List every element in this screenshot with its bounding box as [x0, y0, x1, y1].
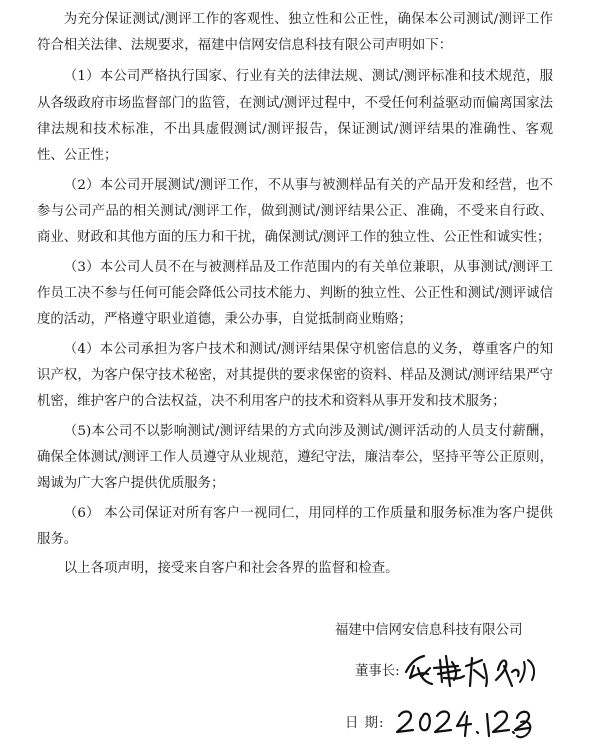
clause-6: （6） 本公司保证对所有客户一视同仁，用同样的工作质量和服务标准为客户提供服务。: [37, 505, 553, 547]
clause-2: （2）本公司开展测试/测评工作，不从事与被测样品有关的产品开发和经营，也不参与公司产品的相关测试/测评工作，做到测试/测评结果公正、准确，不受来自行政、商业、财政和其他方面的压力和干扰，确保测试/测评工作的独立性、公正性和诚实性；: [37, 177, 553, 246]
clause-4: （4）本公司承担为客户技术和测试/测评结果保守机密信息的义务，尊重客户的知识产权，为客户保守技术秘密，对其提供的要求保密的资料、样品及测试/测评结果严守机密，维护客户的合法权益，决不利用客户的技术和资料从事开发和技术服务；: [37, 341, 553, 410]
chairman-signature: [400, 648, 558, 692]
clause-3: （3）本公司人员不在与被测样品及工作范围内的有关单位兼职，从事测试/测评工作员工决不参与任何可能会降低公司技术能力、判断的独立性、公正性和测试/测评诚信度的活动，严格遵守职业道德，秉公办事，自觉抵制商业贿赂；: [37, 259, 553, 328]
handwritten-date: [393, 702, 535, 742]
clause-5: （5)本公司不以影响测试/测评结果的方式向涉及测试/测评活动的人员支付薪酬，确保全体测试/测评工作人员遵守从业规范，遵纪守法，廉洁奉公，坚持平等公正原则，竭诚为广大客户提供优质服务；: [37, 423, 553, 492]
chairman-label: 董事长:: [355, 664, 400, 679]
company-name: 福建中信网安信息科技有限公司: [335, 623, 523, 638]
intro-paragraph: 为充分保证测试/测评工作的客观性、独立性和公正性，确保本公司测试/测评工作符合相关法律、法规要求，福建中信网安信息科技有限公司声明如下：: [37, 12, 553, 54]
statement-body: [37, 7, 553, 586]
closing-paragraph: 以上各项声明，接受来自客户和社会各界的监督和检查。: [63, 561, 399, 577]
date-label: 日 期:: [345, 716, 385, 731]
clause-1: （1）本公司严格执行国家、行业有关的法律法规、测试/测评标准和技术规范，服从各级政府市场监督部门的监管，在测试/测评过程中，不受任何利益驱动而偏离国家法律法规和技术标准，不出具虚假测试/测评报告，保证测试/测评结果的准确性、客观性、公正性；: [37, 69, 553, 164]
